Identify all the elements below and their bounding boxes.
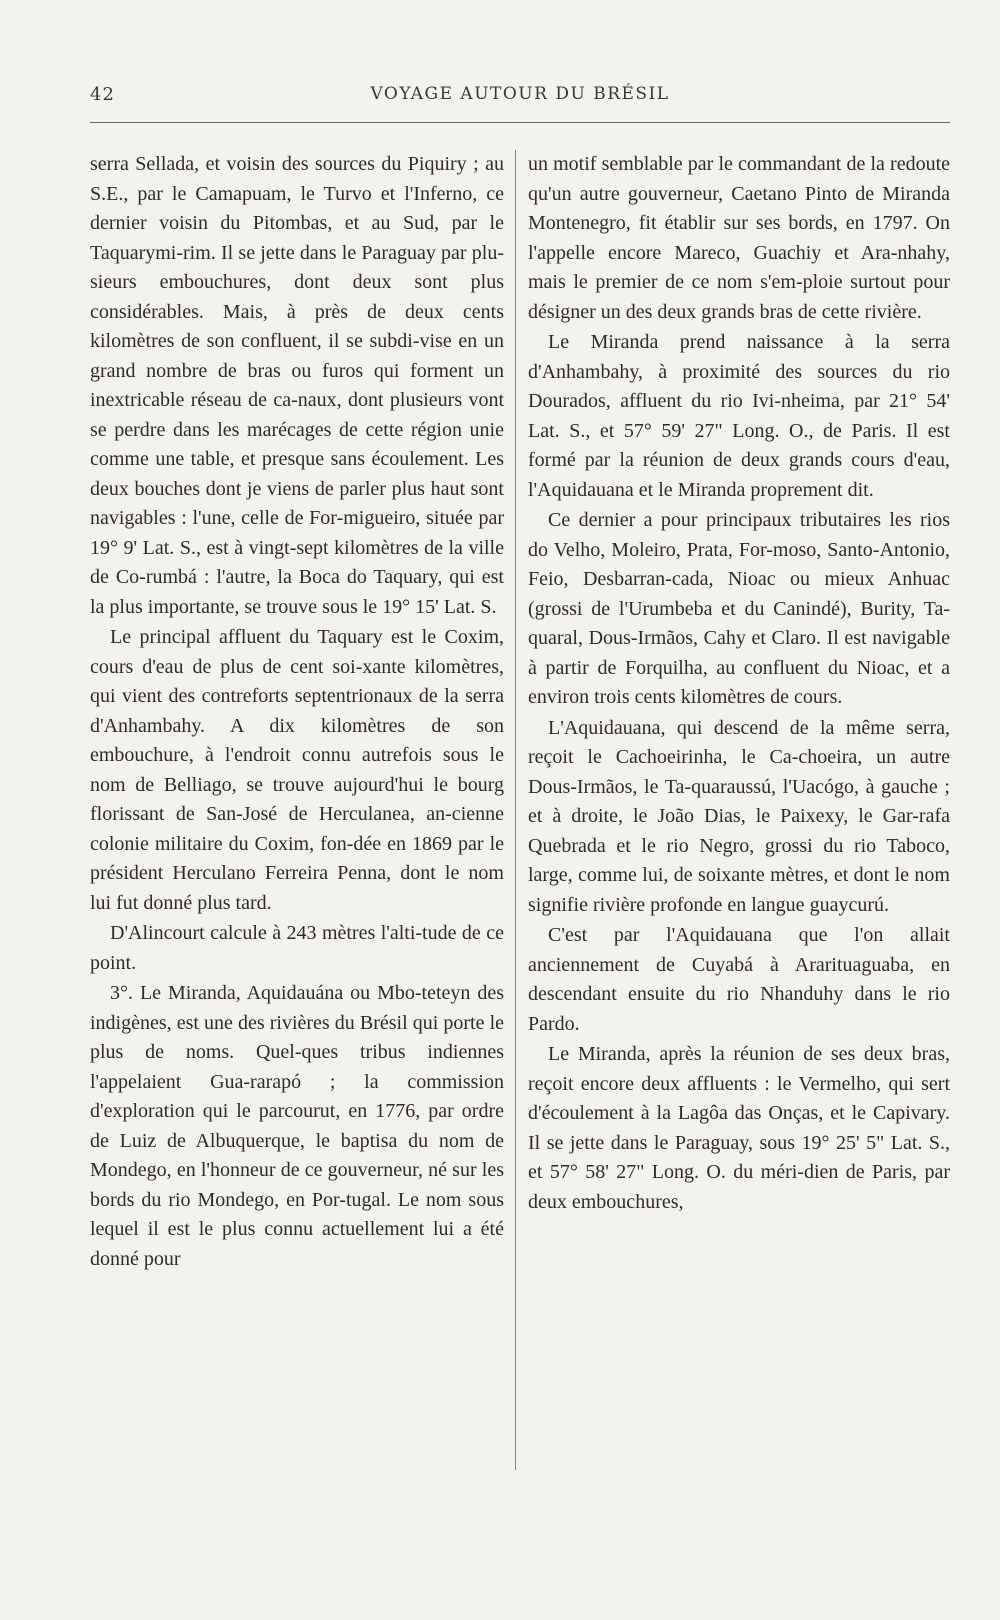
left-column [90,150,504,1274]
left-paragraph-2: Le principal affluent du Taquary est le Coxim, cours d'eau de plus de cent soi-xante kilomètres, qui vient des contreforts septentrionaux de la serra d'Anhambahy. A dix kilomètres de son embouchure, à l'endroit connu autrefois sous le nom de Belliago, se trouve aujourd'hui le bourg florissant de San-José de Herculanea, an-cienne colonie militaire du Coxim, fon-dée en 1869 par le président Herculano Ferreira Penna, dont le nom lui fut donné plus tard. [90,626,504,914]
right-paragraph-1: un motif semblable par le commandant de la redoute qu'un autre gouverneur, Caetano Pinto de Miranda Montenegro, fit établir sur ses bords, en 1797. On l'appelle encore Mareco, Guachiy et Ara-nhahy, mais le premier de ce nom s'em-ploie surtout pour désigner un des deux grands bras de cette rivière. [528,153,950,323]
running-title: VOYAGE AUTOUR DU BRÉSIL [370,84,670,104]
left-paragraph-3: D'Alincourt calcule à 243 mètres l'alti-tude de ce point. [90,922,504,974]
right-paragraph-4: L'Aquidauana, qui descend de la même serra, reçoit le Cachoeirinha, le Ca-choeira, un autre Dous-Irmãos, le Ta-quaraussú, l'Uacógo, à gauche ; et à droite, le João Dias, le Paixexy, le Gar-rafa Quebrada et le rio Negro, grossi du rio Taboco, large, comme lui, de soixante mètres, et dont le nom signifie rivière profonde en langue guaycurú. [528,716,950,916]
right-column [528,150,950,1217]
right-paragraph-2: Le Miranda prend naissance à la serra d'Anhambahy, à proximité des sources du rio Dourados, affluent du rio Ivi-nheima, par 21° 54' Lat. S., et 57° 59' 27" Long. O., de Paris. Il est formé par la réunion de deux grands cours d'eau, l'Aquidauana et le Miranda proprement dit. [528,331,950,501]
column-divider [515,150,516,1470]
page-header [90,78,950,108]
page-number: 42 [90,84,115,105]
right-paragraph-3: Ce dernier a pour principaux tributaires les rios do Velho, Moleiro, Prata, For-moso, Santo-Antonio, Feio, Desbarran-cada, Nioac ou mieux Anhuac (grossi de l'Urumbeba et du Canindé), Burity, Ta-quaral, Dous-Irmãos, Cahy et Claro. Il est navigable à partir de Forquilha, au confluent du Nioac, et a environ trois cents kilomètres de cours. [528,509,950,708]
right-paragraph-6: Le Miranda, après la réunion de ses deux bras, reçoit encore deux affluents : le Vermelho, qui sert d'écoulement à la Lagôa das Onças, et le Capivary. Il se jette dans le Paraguay, sous 19° 25' 5" Lat. S., et 57° 58' 27" Long. O. du méri-dien de Paris, par deux embouchures, [528,1043,950,1213]
left-paragraph-1: serra Sellada, et voisin des sources du Piquiry ; au S.E., par le Camapuam, le Turvo et l'Inferno, ce dernier voisin du Pitombas, et au Sud, par le Taquarymi-rim. Il se jette dans le Paraguay par plu-sieurs embouchures, dont deux sont plus considérables. Mais, à près de deux cents kilomètres de son confluent, il se subdi-vise en un grand nombre de bras ou furos qui forment un inextricable réseau de ca-naux, dont plusieurs vont se perdre dans les marécages de cette région unie comme une table, et presque sans écoulement. Les deux bouches dont je viens de parler plus haut sont navigables : l'une, celle de For-migueiro, située par 19° 9' Lat. S., est à vingt-sept kilomètres de la ville de Co-rumbá : l'autre, la Boca do Taquary, qui est la plus importante, se trouve sous le 19° 15' Lat. S. [90,153,504,618]
left-paragraph-4: 3°. Le Miranda, Aquidauána ou Mbo-teteyn des indigènes, est une des rivières du Brésil qui porte le plus de noms. Quel-ques tribus indiennes l'appelaient Gua-rarapó ; la commission d'exploration qui le parcourut, en 1776, par ordre de Luiz de Albuquerque, le baptisa du nom de Mondego, en l'honneur de ce gouverneur, né sur les bords du rio Mondego, en Por-tugal. Le nom sous lequel il est le plus connu actuellement lui a été donné pour [90,982,504,1270]
header-rule [90,122,950,123]
right-paragraph-5: C'est par l'Aquidauana que l'on allait anciennement de Cuyabá à Ararituaguaba, en descendant ensuite du rio Nhanduhy dans le rio Pardo. [528,924,950,1035]
